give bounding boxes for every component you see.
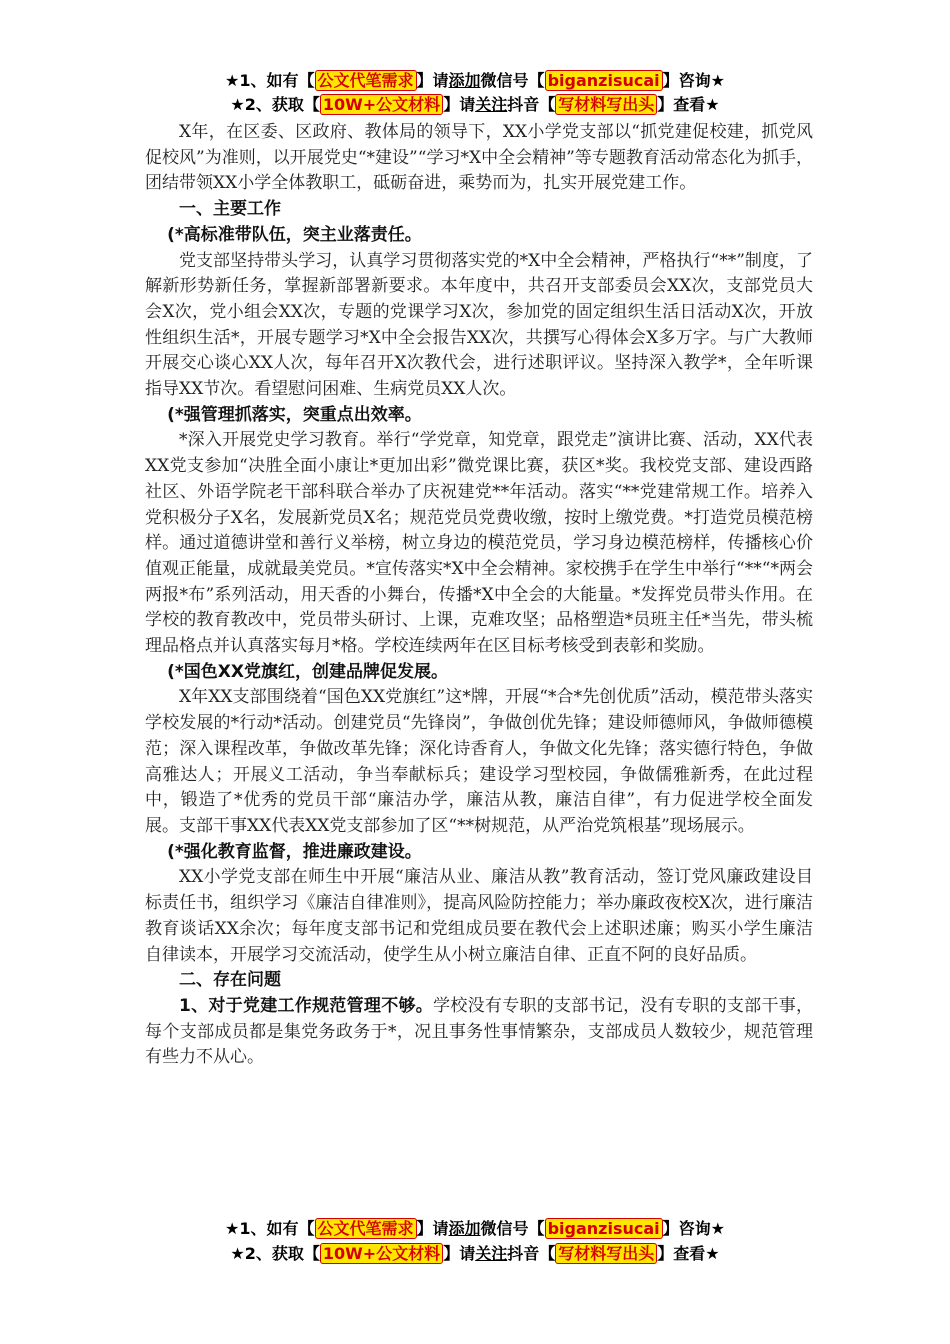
promo-banner-top-1: [0, 70, 950, 92]
problem-paragraph-1: [145, 994, 813, 1071]
banner-text: 】请: [443, 1244, 476, 1263]
banner-text: 】请: [443, 95, 476, 114]
banner-underlined-text: 添加: [448, 71, 481, 90]
banner-text: 】咨询★: [662, 1219, 725, 1238]
section-heading-problems: 二、存在问题: [179, 970, 281, 991]
subsection-paragraph-1: 党支部坚持带头学习，认真学习贯彻落实党的*X中全会精神，严格执行“**”制度，了解新形势新任务，掌握新部署新要求。本年度中，共召开支部委员会XX次，支部党员大会X次，党小组会XX次，专题的党课学习X次，参加党的固定组织生活日活动X次，开放性组织生活*，开展专题学习*X中全会报告XX次，共撰写心得体会X多万字。与广大教师开展交心谈心XX人次，每年召开X次教代会，进行述职评议。坚持深入教学*，全年听课指导XX节次。看望慰问困难、生病党员XX人次。: [145, 250, 813, 400]
problem-body: 学校没有专职的支部书记，没有专职的支部干事，每个支部成员都是集党务政务于*，况且事务性事情繁杂，支部成员人数较少，规范管理有些力不从心。: [145, 995, 814, 1068]
banner-text: 微信号【: [480, 71, 545, 90]
subsection-heading-2: (*强管理抓落实，突重点出效率。: [167, 404, 422, 425]
banner-text: 】咨询★: [662, 71, 725, 90]
highlight-tag: biganzisucai: [545, 1218, 663, 1239]
problem-lead: 1、对于党建工作规范管理不够。: [179, 995, 434, 1016]
highlight-tag: 公文代笔需求: [315, 70, 417, 91]
subsection-heading-3: (*国色XX党旗红，创建品牌促发展。: [167, 661, 448, 682]
highlight-tag: 写材料写出头: [555, 94, 657, 115]
highlight-tag: 10W+公文材料: [320, 94, 443, 115]
section-heading-main-work: 一、主要工作: [179, 199, 281, 220]
banner-text: 】请: [416, 71, 449, 90]
intro-paragraph: X年，在区委、区政府、教体局的领导下，XX小学党支部以“抓党建促校建，抓党风促校风”为准则，以开展党史“*建设”“学习*X中全会精神”等专题教育活动常态化为抓手，团结带领XX小学全体教职工，砥砺奋进，乘势而为，扎实开展党建工作。: [145, 122, 813, 194]
subsection-paragraph-2: *深入开展党史学习教育。举行“学党章，知党章，跟党走”演讲比赛、活动，XX代表XX党支参加“决胜全面小康让*更加出彩”微党课比赛，获区*奖。我校党支部、建设西路社区、外语学院老干部科联合举办了庆祝建党**年活动。落实“**党建常规工作。培养入党积极分子X名，发展新党员X名；规范党员党费收缴，按时上缴党费。*打造党员模范榜样。通过道德讲堂和善行义举榜，树立身边的模范党员，学习身边模范榜样，传播核心价值观正能量，成就最美党员。*宣传落实*X中全会精神。家校携手在学生中举行“**“*两会两报*布”系列活动，用天香的小舞台，传播*X中全会的大能量。*发挥党员带头作用。在学校的教育教改中，党员带头研讨、上课，克难攻坚；品格塑造*员班主任*当先，带头梳理品格点并认真落实每月*格。学校连续两年在区目标考核受到表彰和奖励。: [145, 430, 813, 657]
promo-banner-bottom-2: [0, 1243, 950, 1265]
document-body: [145, 120, 813, 1071]
banner-text: 】请: [416, 1219, 449, 1238]
subsection-paragraph-3: X年XX支部围绕着“国色XX党旗红”这*牌，开展“*合*先创优质”活动，模范带头落实学校发展的*行动*活动。创建党员“先锋岗”，争做创优先锋；建设师德师风，争做师德模范；深入课程改革，争做改革先锋；深化诗香育人，争做文化先锋；落实德行特色，争做高雅达人；开展义工活动，争当奉献标兵；建设学习型校园，争做儒雅新秀，在此过程中，锻造了*优秀的党员干部“廉洁办学，廉洁从教，廉洁自律”，有力促进学校全面发展。支部干事XX代表XX党支部参加了区“**树规范，从严治党筑根基”现场展示。: [145, 687, 813, 836]
banner-underlined-text: 关注: [475, 95, 508, 114]
banner-text: 抖音【: [507, 1244, 556, 1263]
banner-underlined-text: 添加: [448, 1219, 481, 1238]
banner-underlined-text: 关注: [475, 1244, 508, 1263]
highlight-tag: 10W+公文材料: [320, 1243, 443, 1264]
subsection-heading-1: (*高标准带队伍，突主业落责任。: [167, 224, 422, 245]
banner-text: ★2、获取【: [230, 95, 320, 114]
highlight-tag: 写材料写出头: [555, 1243, 657, 1264]
banner-text: 】查看★: [657, 95, 720, 114]
subsection-paragraph-4: XX小学党支部在师生中开展“廉洁从业、廉洁从教”教育活动，签订党风廉政建设目标责任书，组织学习《廉洁自律准则》，提高风险防控能力；举办廉政夜校X次，进行廉洁教育谈话XX余次；每年度支部书记和党组成员要在教代会上述职述廉；购买小学生廉洁自律读本，开展学习交流活动，使学生从小树立廉洁自律、正直不阿的良好品质。: [145, 867, 813, 965]
highlight-tag: 公文代笔需求: [315, 1218, 417, 1239]
banner-text: 】查看★: [657, 1244, 720, 1263]
banner-text: ★1、如有【: [225, 71, 315, 90]
banner-text: ★1、如有【: [225, 1219, 315, 1238]
highlight-tag: biganzisucai: [545, 70, 663, 91]
banner-text: 微信号【: [480, 1219, 545, 1238]
promo-banner-bottom-1: [0, 1218, 950, 1240]
banner-text: ★2、获取【: [230, 1244, 320, 1263]
promo-banner-top-2: [0, 94, 950, 116]
subsection-heading-4: (*强化教育监督，推进廉政建设。: [167, 841, 422, 862]
banner-text: 抖音【: [507, 95, 556, 114]
